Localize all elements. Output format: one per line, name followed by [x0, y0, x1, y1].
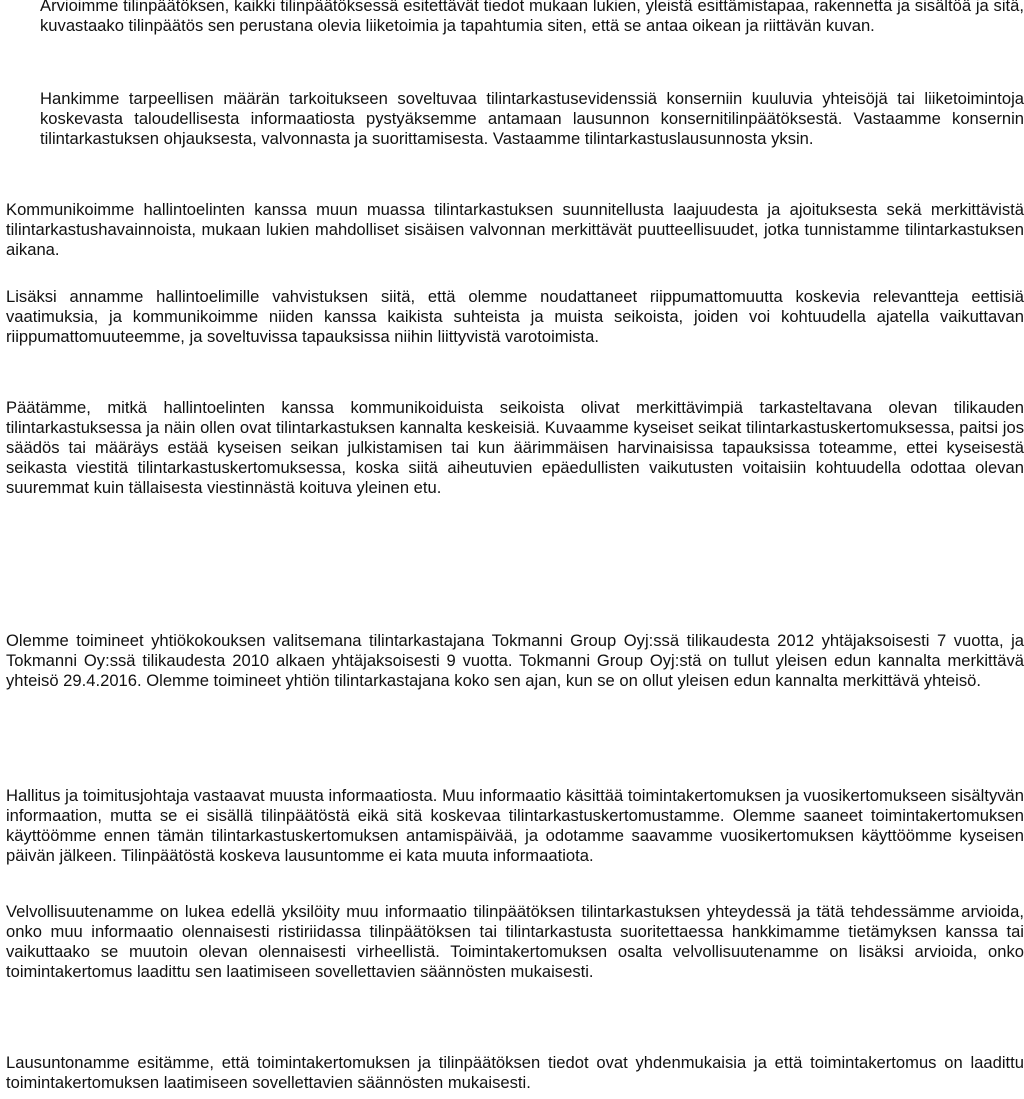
- paragraph-group-audit-evidence: Hankimme tarpeellisen määrän tarkoitukseen soveltuvaa tilintarkastusevidenssiä konserniin kuuluvia yhteisöjä tai liiketoimintoja koskevasta taloudellisesta informaatiosta pystyäksemme antamaan lausunnon konsernitilinpäätöksestä. Vastaamme konsernin tilintarkastuksen ohjauksesta, valvonnasta ja suorittamisesta. Vastaamme tilintarkastuslausunnosta yksin.: [40, 89, 1024, 148]
- paragraph-auditor-responsibility-other-info: Velvollisuutenamme on lukea edellä yksilöity muu informaatio tilinpäätöksen tilintarkastuksen yhteydessä ja tätä tehdessämme arvioida, onko muu informaatio olennaisesti ristiriidassa tilinpäätöksen tai tilintarkastusta suoritettaessa hankkimamme tietämyksen kanssa tai vaikuttaako se muutoin olevan olennaisesti virheellistä. Toimintakertomuksen osalta velvollisuutenamme on lisäksi arvioida, onko toimintakertomus laadittu sen laatimiseen sovellettavien säännösten mukaisesti.: [6, 902, 1024, 981]
- paragraph-communication-governance: Kommunikoimme hallintoelinten kanssa muun muassa tilintarkastuksen suunnitellusta laajuudesta ja ajoituksesta sekä merkittävistä tilintarkastushavainnoista, mukaan lukien mahdolliset sisäisen valvonnan merkittävät puutteellisuudet, jotka tunnistamme tilintarkastuksen aikana.: [6, 200, 1024, 259]
- paragraph-key-audit-matters: Päätämme, mitkä hallintoelinten kanssa kommunikoiduista seikoista olivat merkittävimpiä tarkasteltavana olevan tilikauden tilintarkastuksessa ja näin ollen ovat tilintarkastuksen kannalta keskeisiä. Kuvaamme kyseiset seikat tilintarkastuskertomuksessa, paitsi jos säädös tai määräys estää kyseisen seikan julkistamisen tai kun äärimmäisen harvinaisissa tapauksissa toteamme, ettei kyseisestä seikasta viestitä tilintarkastuskertomuksessa, koska siitä aiheutuvien epäedullisten vaikutusten voitaisiin kohtuudella odottaa olevan suuremmat kuin tällaisesta viestinnästä koituva yleinen etu.: [6, 398, 1024, 497]
- paragraph-opinion-consistency: Lausuntonamme esitämme, että toimintakertomuksen ja tilinpäätöksen tiedot ovat yhdenmukaisia ja että toimintakertomus on laadittu toimintakertomuksen laatimiseen sovellettavien säännösten mukaisesti.: [6, 1053, 1024, 1092]
- paragraph-auditor-appointment: Olemme toimineet yhtiökokouksen valitsemana tilintarkastajana Tokmanni Group Oyj:ssä tilikaudesta 2012 yhtäjaksoisesti 7 vuotta, ja Tokmanni Oy:ssä tilikaudesta 2010 alkaen yhtäjaksoisesti 9 vuotta. Tokmanni Group Oyj:stä on tullut yleisen edun kannalta merkittävä yhteisö 29.4.2016. Olemme toimineet yhtiön tilintarkastajana koko sen ajan, kun se on ollut yleisen edun kannalta merkittävä yhteisö.: [6, 631, 1024, 690]
- paragraph-evaluation-presentation: Arvioimme tilinpäätöksen, kaikki tilinpäätöksessä esitettävät tiedot mukaan lukien, yleistä esittämistapaa, rakennetta ja sisältöä ja sitä, kuvastaako tilinpäätös sen perustana olevia liiketoimia ja tapahtumia siten, että se antaa oikean ja riittävän kuvan.: [40, 0, 1024, 35]
- paragraph-independence-confirmation: Lisäksi annamme hallintoelimille vahvistuksen siitä, että olemme noudattaneet riippumattomuutta koskevia relevantteja eettisiä vaatimuksia, ja kommunikoimme niiden kanssa kaikista suhteista ja muista seikoista, joiden voi kohtuudella ajatella vaikuttavan riippumattomuuteemme, ja soveltuvissa tapauksissa niihin liittyvistä varotoimista.: [6, 287, 1024, 346]
- paragraph-other-information: Hallitus ja toimitusjohtaja vastaavat muusta informaatiosta. Muu informaatio käsittää toimintakertomuksen ja vuosikertomukseen sisältyvän informaation, mutta se ei sisällä tilinpäätöstä eikä sitä koskevaa tilintarkastuskertomustamme. Olemme saaneet toimintakertomuksen käyttöömme ennen tämän tilintarkastuskertomuksen antamispäivää, ja odotamme saavamme vuosikertomuksen käyttöömme kyseisen päivän jälkeen. Tilinpäätöstä koskeva lausuntomme ei kata muuta informaatiota.: [6, 786, 1024, 865]
